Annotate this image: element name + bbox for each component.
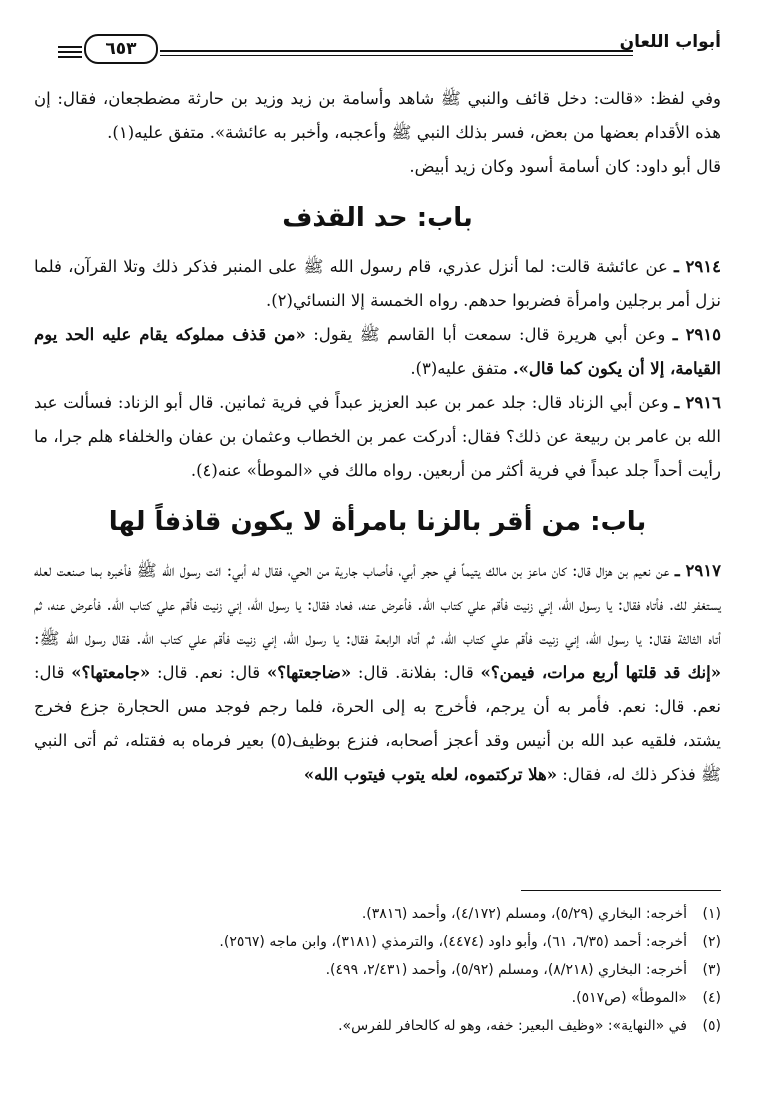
hadith-quote: «هلا تركتموه، لعله يتوب فيتوب الله» bbox=[303, 765, 558, 784]
hadith-body: متفق عليه(٣). bbox=[410, 359, 508, 378]
header-ornament bbox=[58, 46, 82, 61]
hadith-2914 bbox=[34, 250, 721, 318]
paragraph-text: قال أبو داود: كان أسامة أسود وكان زيد أبيض. bbox=[409, 157, 721, 176]
hadith-body: قال: نعم. قال: bbox=[157, 663, 261, 682]
hadith-body: عن نعيم بن هزال قال: كان ماعز بن مالك يتيماً في حجر أبي، فأصاب جارية من الحي، فقال له أبي: ائت رسول الله ﷺ فأخبره بما صنعت لعله يستغفر لك. فأتاه فقال: يا رسول الله، إني زنيت فأقم علي كتاب الله. فأعرض عنه، فعاد فقال: يا رسول الله، إني زنيت فأقم علي كتاب الله. فأعرض عنه، ثم أتاه الثالثة فقال: يا رسول الله، إني زنيت فأقم علي كتاب الله، ثم أتاه الرابعة فقال: يا رسول الله، إني زنيت فأقم علي كتاب الله. فقال رسول الله ﷺ: bbox=[34, 561, 721, 648]
chapter-heading: باب: حد القذف bbox=[282, 203, 473, 233]
chapter-heading: باب: من أقر بالزنا بامرأة لا يكون قاذفاً لها bbox=[108, 507, 647, 537]
footnote-rule bbox=[521, 890, 721, 891]
hadith-2916 bbox=[34, 386, 721, 488]
header-rule-thin bbox=[160, 55, 633, 56]
hadith-quote: «من قذف مملوكه يقام عليه الحد يوم القيامة، إلا أن يكون كما قال». bbox=[34, 325, 721, 378]
footnotes bbox=[60, 900, 721, 1040]
hadith-number: ٢٩١٧ ـ bbox=[674, 561, 721, 580]
hadith-text bbox=[34, 82, 721, 150]
paragraph-text: وفي لفظ: «قالت: دخل قائف والنبي ﷺ شاهد وأسامة بن زيد وزيد بن حارثة مضطجعان، فقال: إن هذه الأقدام بعضها من بعض، فسر بذلك النبي ﷺ وأعجبه، وأخبر به عائشة». متفق عليه(١). bbox=[34, 89, 721, 142]
hadith-number: ٢٩١٤ ـ bbox=[674, 257, 721, 276]
hadith-2917 bbox=[34, 554, 721, 792]
hadith-text bbox=[34, 150, 721, 184]
footnote: (١)أخرجه: البخاري (٥/٢٩)، ومسلم (٤/١٧٢)، وأحمد (٣٨١٦). bbox=[361, 906, 721, 922]
hadith-body: وعن أبي هريرة قال: سمعت أبا القاسم ﷺ يقول: bbox=[313, 325, 666, 344]
hadith-body: قال: نعم. قال: نعم. فأمر به أن يرجم، فأخرج به إلى الحرة، فلما رجم فوجد مس الحجارة جزع فخرج يشتد، فلقيه عبد الله بن أنيس وقد أعجز أصحابه، فنزع بوظيف(٥) بعير فرماه به فقتله، ثم أتى النبي ﷺ فذكر ذلك له، فقال: bbox=[34, 663, 722, 784]
footnote: (٤)«الموطأ» (ص٥١٧). bbox=[571, 990, 721, 1006]
hadith-body: عن عائشة قالت: لما أنزل عذري، قام رسول الله ﷺ على المنبر فذكر ذلك وتلا القرآن، فلما نزل أمر برجلين وامرأة فضربوا حدهم. رواه الخمسة إلا النسائي(٢). bbox=[34, 257, 721, 310]
chapter-header-title: أبواب اللعان bbox=[619, 32, 721, 52]
footnote: (٥)في «النهاية»: «وظيف البعير: خفه، وهو له كالحافر للفرس». bbox=[338, 1018, 721, 1034]
footnote: (٢)أخرجه: أحمد (٦/٣٥، ٦١)، وأبو داود (٤٤٧٤)، والترمذي (٣١٨١)، وابن ماجه (٢٥٦٧). bbox=[219, 934, 721, 950]
hadith-quote: «جامعتها؟» bbox=[71, 663, 151, 682]
hadith-body: قال: بفلانة. قال: bbox=[357, 663, 474, 682]
hadith-number: ٢٩١٦ ـ bbox=[674, 393, 721, 412]
hadith-body: وعن أبي الزناد قال: جلد عمر بن عبد العزيز عبداً في فرية ثمانين. قال أبو الزناد: فسألت عبد الله بن عامر بن ربيعة عن ذلك؟ فقال: أدركت عمر بن الخطاب وعثمان بن عفان والخلفاء هلم جرا، ما رأيت أحداً جلد عبداً في فرية أكثر من أربعين. رواه مالك في «الموطأ» عنه(٤). bbox=[34, 393, 721, 480]
hadith-quote: «إنك قد قلتها أربع مرات، فيمن؟» bbox=[480, 663, 722, 682]
header-rule bbox=[160, 50, 633, 52]
page-body bbox=[34, 82, 721, 792]
footnote: (٣)أخرجه: البخاري (٨/٢١٨)، ومسلم (٥/٩٢)، وأحمد (٢/٤٣١، ٤٩٩). bbox=[325, 962, 721, 978]
running-header bbox=[64, 30, 721, 66]
page-number: ٦٥٣ bbox=[84, 34, 158, 64]
hadith-2915 bbox=[34, 318, 721, 386]
hadith-number: ٢٩١٥ ـ bbox=[672, 325, 722, 344]
hadith-quote: «ضاجعتها؟» bbox=[266, 663, 352, 682]
